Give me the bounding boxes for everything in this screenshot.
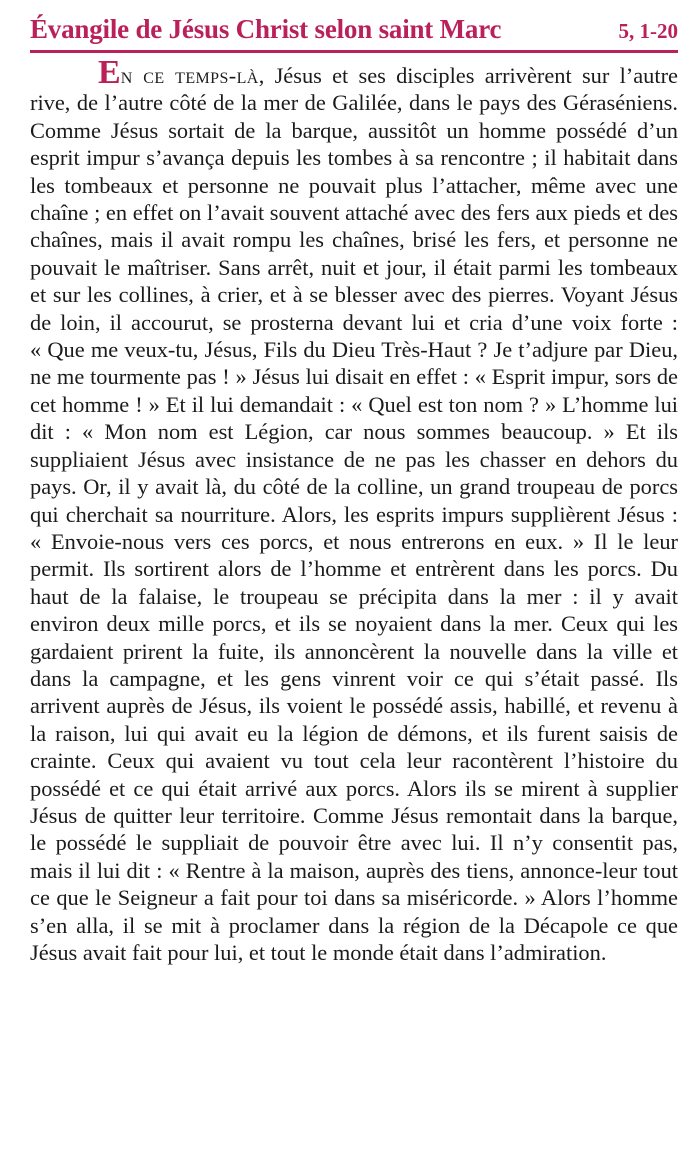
page-title: Évangile de Jésus Christ selon saint Marc: [30, 14, 502, 44]
passage-text: , Jésus et ses disciples arrivèrent sur l’autre rive, de l’autre côté de la mer de Galilée, dans le pays des Géraséniens. Comme Jésus sortait de la barque, aussitôt un homme possédé d’un esprit impur s’avança depuis les tombes à sa rencontre ; il habitait dans les tombeaux et personne ne pouvait plus l’attacher, même avec une chaîne ; en effet on l’avait souvent attaché avec des fers aux pieds et des chaînes, mais il avait rompu les chaînes, brisé les fers, et personne ne pouvait le maîtriser. Sans arrêt, nuit et jour, il était parmi les tombeaux et sur les collines, à crier, et à se blesser avec des pierres. Voyant Jésus de loin, il accourut, se prosterna devant lui et cria d’une voix forte : « Que me veux-tu, Jésus, Fils du Dieu Très-Haut ? Je t’adjure par Dieu, ne me tourmente pas ! » Jésus lui disait en effet : « Esprit impur, sors de cet homme ! » Et il lui demandait : « Quel est ton nom ? » L’homme lui dit : « Mon nom est Légion, car nous sommes beaucoup. » Et ils suppliaient Jésus avec insistance de ne pas les chasser en dehors du pays. Or, il y avait là, du côté de la colline, un grand troupeau de porcs qui cherchait sa nourriture. Alors, les esprits impurs supplièrent Jésus : « Envoie-nous vers ces porcs, et nous entrerons en eux. » Il le leur permit. Ils sortirent alors de l’homme et entrèrent dans les porcs. Du haut de la falaise, le troupeau se précipita dans la mer : il y avait environ deux mille porcs, et ils se noyaient dans la mer. Ceux qui les gardaient prirent la fuite, ils annoncèrent la nouvelle dans la ville et dans la campagne, et les gens vinrent voir ce qui s’était passé. Ils arrivent auprès de Jésus, ils voient le possédé assis, habillé, et revenu à la raison, lui qui avait eu la légion de démons, et ils furent saisis de crainte. Ceux qui avaient vu tout cela leur racontèrent l’histoire du possédé et ce qui était arrivé aux porcs. Alors ils se mirent à supplier Jésus de quitter leur territoire. Comme Jésus remontait dans la barque, le possédé le suppliait de pouvoir être avec lui. Il n’y consentit pas, mais il lui dit : « Rentre à la maison, auprès des tiens, annonce-leur tout ce que le Seigneur a fait pour toi dans sa miséricorde. » Alors l’homme s’en alla, il se mit à proclamer dans la région de la Décapole ce que Jésus avait fait pour lui, et tout le monde était dans l’admiration.: [30, 63, 678, 965]
incipit-smallcaps: n ce temps-là: [120, 63, 259, 88]
header: [30, 14, 678, 45]
verse-reference: 5, 1-20: [618, 19, 678, 43]
drop-cap-initial: E: [98, 54, 121, 91]
gospel-paragraph: [30, 54, 678, 966]
header-rule-divider: [30, 50, 678, 53]
gospel-text-body: [30, 54, 678, 966]
